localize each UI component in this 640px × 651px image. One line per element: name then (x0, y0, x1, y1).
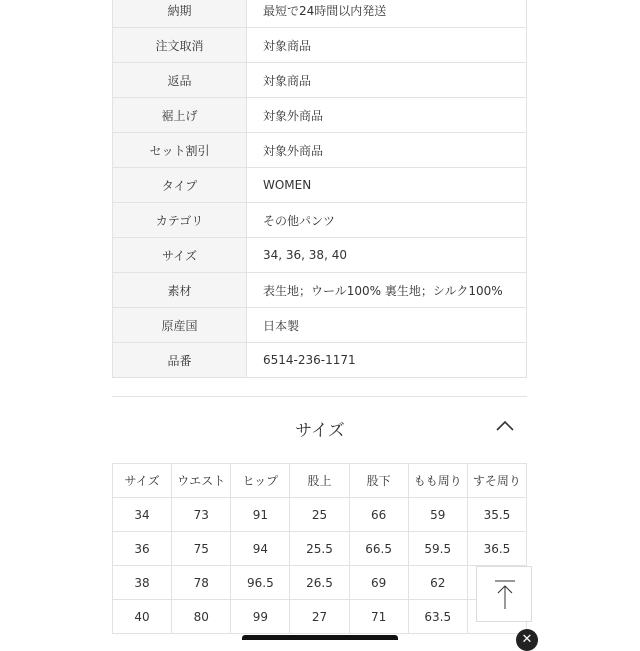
section-divider (112, 396, 527, 397)
spec-value: 対象商品 (247, 28, 527, 63)
size-cell: 71 (349, 600, 408, 634)
spec-row (113, 238, 527, 273)
size-cell: 94 (231, 532, 290, 566)
spec-label: セット割引 (113, 133, 247, 168)
spec-value: 34, 36, 38, 40 (247, 238, 527, 273)
size-table-row (113, 566, 527, 600)
size-cell: 69 (349, 566, 408, 600)
size-column-header: もも周り (408, 464, 467, 498)
size-cell: 25 (290, 498, 349, 532)
spec-label: 返品 (113, 63, 247, 98)
spec-value: 対象商品 (247, 63, 527, 98)
spec-label: タイプ (113, 168, 247, 203)
spec-row (113, 133, 527, 168)
spec-row (113, 273, 527, 308)
home-indicator (242, 635, 398, 640)
size-cell: 73 (172, 498, 231, 532)
arrow-up-icon (477, 567, 533, 623)
size-cell: 36.5 (467, 532, 526, 566)
spec-value: WOMEN (247, 168, 527, 203)
size-cell: 80 (172, 600, 231, 634)
size-column-header: すそ周り (467, 464, 526, 498)
size-cell: 59.5 (408, 532, 467, 566)
spec-value: その他パンツ (247, 203, 527, 238)
spec-value: 表生地；ウール100% 裏生地；シルク100% (247, 273, 527, 308)
spec-label: サイズ (113, 238, 247, 273)
size-cell: 75 (172, 532, 231, 566)
spec-row (113, 308, 527, 343)
size-cell: 91 (231, 498, 290, 532)
size-cell: 27 (290, 600, 349, 634)
size-table-header-row (113, 464, 527, 498)
spec-label: 品番 (113, 343, 247, 378)
spec-row (113, 63, 527, 98)
spec-label: カテゴリ (113, 203, 247, 238)
size-cell: 38 (113, 566, 172, 600)
spec-row (113, 343, 527, 378)
chevron-up-icon[interactable] (494, 417, 516, 433)
spec-value: 最短で24時間以内発送 (247, 0, 527, 28)
size-section-title[interactable]: サイズ (295, 421, 345, 441)
spec-row (113, 168, 527, 203)
spec-value: 対象外商品 (247, 133, 527, 168)
size-column-header: サイズ (113, 464, 172, 498)
size-cell: 99 (231, 600, 290, 634)
size-cell: 66.5 (349, 532, 408, 566)
size-column-header: 股下 (349, 464, 408, 498)
spec-label: 原産国 (113, 308, 247, 343)
size-cell: 36 (113, 532, 172, 566)
size-table-row (113, 600, 527, 634)
size-table-row (113, 498, 527, 532)
size-cell: 96.5 (231, 566, 290, 600)
spec-label: 素材 (113, 273, 247, 308)
spec-row (113, 98, 527, 133)
scroll-to-top-button[interactable] (476, 566, 532, 622)
size-cell: 34 (113, 498, 172, 532)
spec-label: 注文取消 (113, 28, 247, 63)
size-cell: 78 (172, 566, 231, 600)
spec-label: 納期 (113, 0, 247, 28)
product-spec-table (112, 0, 527, 378)
spec-value: 対象外商品 (247, 98, 527, 133)
size-table (112, 463, 527, 634)
size-cell: 40 (113, 600, 172, 634)
size-cell: 26.5 (290, 566, 349, 600)
spec-row (113, 28, 527, 63)
spec-label: 裾上げ (113, 98, 247, 133)
size-cell: 35.5 (467, 498, 526, 532)
size-column-header: 股上 (290, 464, 349, 498)
spec-value: 日本製 (247, 308, 527, 343)
size-cell: 66 (349, 498, 408, 532)
size-column-header: ヒップ (231, 464, 290, 498)
size-cell: 59 (408, 498, 467, 532)
spec-row (113, 203, 527, 238)
size-cell: 63.5 (408, 600, 467, 634)
size-table-row (113, 532, 527, 566)
spec-value: 6514-236-1171 (247, 343, 527, 378)
close-icon[interactable]: ✕ (516, 629, 538, 651)
size-cell: 25.5 (290, 532, 349, 566)
size-column-header: ウエスト (172, 464, 231, 498)
spec-row (113, 0, 527, 28)
size-cell: 62 (408, 566, 467, 600)
